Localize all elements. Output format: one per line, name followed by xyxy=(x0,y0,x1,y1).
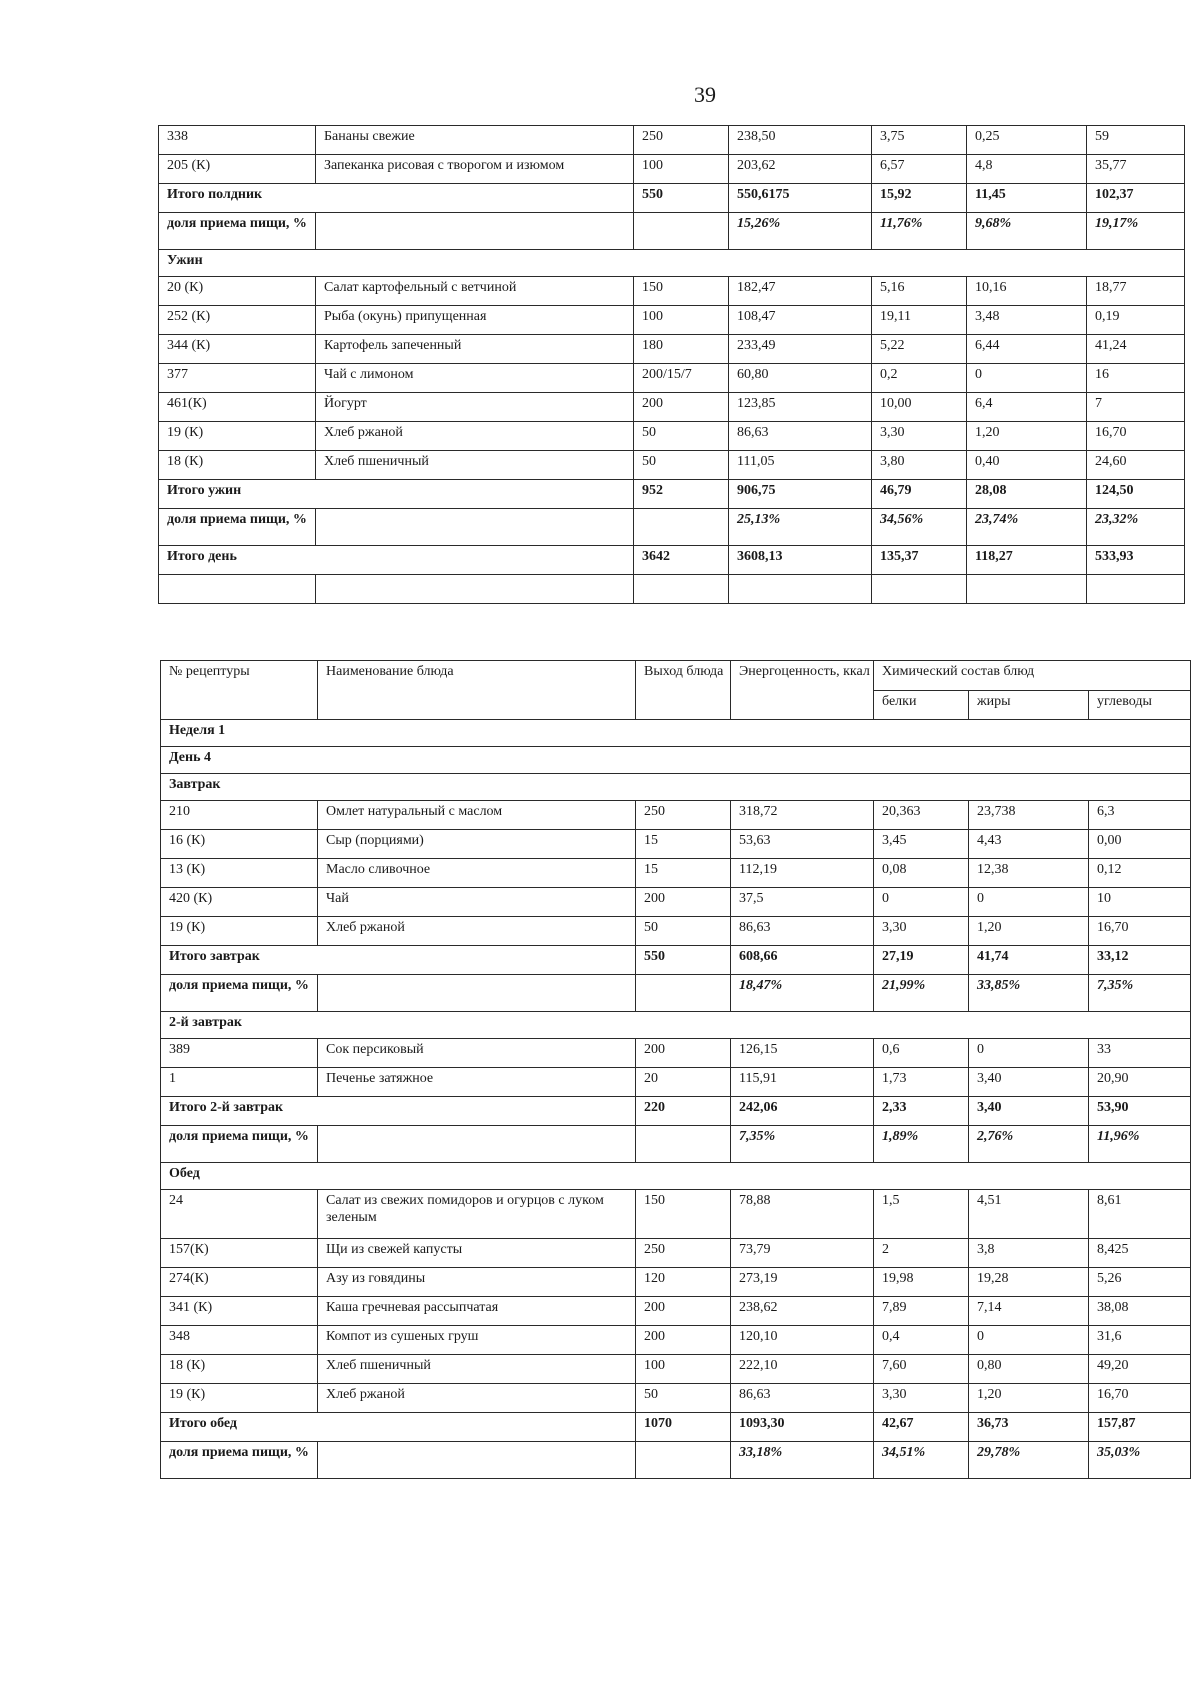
dish-carbs: 0,19 xyxy=(1087,306,1185,335)
dish-name: Сок персиковый xyxy=(318,1039,636,1068)
dish-fat: 3,8 xyxy=(969,1239,1089,1268)
dish-carbs: 16,70 xyxy=(1089,917,1191,946)
dish-name: Компот из сушеных груш xyxy=(318,1326,636,1355)
share-empty xyxy=(318,975,636,1012)
dish-carbs: 33 xyxy=(1089,1039,1191,1068)
share-protein: 21,99% xyxy=(874,975,969,1012)
recipe-code: 389 xyxy=(161,1039,318,1068)
dish-fat: 0,40 xyxy=(967,451,1087,480)
total-carbs: 157,87 xyxy=(1089,1413,1191,1442)
dish-yield: 200/15/7 xyxy=(634,364,729,393)
dish-energy: 112,19 xyxy=(731,859,874,888)
dish-name: Хлеб пшеничный xyxy=(316,451,634,480)
share-carbs: 7,35% xyxy=(1089,975,1191,1012)
dish-yield: 250 xyxy=(636,801,731,830)
section-row xyxy=(161,720,1191,747)
dish-yield: 100 xyxy=(634,155,729,184)
recipe-code: 20 (К) xyxy=(159,277,316,306)
dish-yield: 200 xyxy=(636,1297,731,1326)
total-energy: 1093,30 xyxy=(731,1413,874,1442)
table-row xyxy=(161,859,1191,888)
dish-carbs: 5,26 xyxy=(1089,1268,1191,1297)
total-energy: 3608,13 xyxy=(729,546,872,575)
header-carbs: углеводы xyxy=(1089,690,1191,720)
total-protein: 27,19 xyxy=(874,946,969,975)
share-carbs: 35,03% xyxy=(1089,1442,1191,1479)
share-row xyxy=(159,213,1185,250)
dish-energy: 86,63 xyxy=(731,917,874,946)
blank-cell xyxy=(872,575,967,604)
total-label: Итого обед xyxy=(161,1413,636,1442)
recipe-code: 16 (К) xyxy=(161,830,318,859)
dish-protein: 6,57 xyxy=(872,155,967,184)
dish-name: Йогурт xyxy=(316,393,634,422)
total-yield: 550 xyxy=(634,184,729,213)
total-yield: 550 xyxy=(636,946,731,975)
total-fat: 3,40 xyxy=(969,1097,1089,1126)
total-yield: 1070 xyxy=(636,1413,731,1442)
total-fat: 36,73 xyxy=(969,1413,1089,1442)
total-fat: 28,08 xyxy=(967,480,1087,509)
share-row xyxy=(159,509,1185,546)
dish-name: Щи из свежей капусты xyxy=(318,1239,636,1268)
total-energy: 906,75 xyxy=(729,480,872,509)
blank-cell xyxy=(1087,575,1185,604)
recipe-code: 274(К) xyxy=(161,1268,318,1297)
share-energy: 15,26% xyxy=(729,213,872,250)
dish-carbs: 10 xyxy=(1089,888,1191,917)
dish-energy: 78,88 xyxy=(731,1190,874,1239)
dish-fat: 12,38 xyxy=(969,859,1089,888)
total-label: Итого ужин xyxy=(159,480,634,509)
recipe-code: 377 xyxy=(159,364,316,393)
share-empty xyxy=(318,1126,636,1163)
share-protein: 1,89% xyxy=(874,1126,969,1163)
table-row xyxy=(161,1297,1191,1326)
dish-energy: 238,62 xyxy=(731,1297,874,1326)
dish-protein: 0 xyxy=(874,888,969,917)
dish-energy: 115,91 xyxy=(731,1068,874,1097)
total-fat: 118,27 xyxy=(967,546,1087,575)
total-protein: 46,79 xyxy=(872,480,967,509)
share-fat: 33,85% xyxy=(969,975,1089,1012)
recipe-code: 461(К) xyxy=(159,393,316,422)
dish-carbs: 8,61 xyxy=(1089,1190,1191,1239)
dish-protein: 0,2 xyxy=(872,364,967,393)
dish-protein: 7,89 xyxy=(874,1297,969,1326)
dish-energy: 53,63 xyxy=(731,830,874,859)
recipe-code: 420 (К) xyxy=(161,888,318,917)
dish-fat: 3,40 xyxy=(969,1068,1089,1097)
table-row xyxy=(161,1268,1191,1297)
share-empty xyxy=(318,1442,636,1479)
dish-fat: 0,25 xyxy=(967,126,1087,155)
dish-carbs: 16,70 xyxy=(1087,422,1185,451)
share-fat: 23,74% xyxy=(967,509,1087,546)
dish-energy: 126,15 xyxy=(731,1039,874,1068)
share-label: доля приема пищи, % xyxy=(161,1126,318,1163)
section-label: Ужин xyxy=(159,250,1185,277)
dish-carbs: 20,90 xyxy=(1089,1068,1191,1097)
table-row xyxy=(161,888,1191,917)
dish-carbs: 16,70 xyxy=(1089,1384,1191,1413)
dish-fat: 1,20 xyxy=(967,422,1087,451)
dish-protein: 10,00 xyxy=(872,393,967,422)
dish-energy: 233,49 xyxy=(729,335,872,364)
dish-fat: 1,20 xyxy=(969,917,1089,946)
recipe-code: 19 (К) xyxy=(159,422,316,451)
dish-name: Салат из свежих помидоров и огурцов с луком зеленым xyxy=(318,1190,636,1239)
total-label: Итого полдник xyxy=(159,184,634,213)
recipe-code: 338 xyxy=(159,126,316,155)
share-energy: 7,35% xyxy=(731,1126,874,1163)
recipe-code: 252 (К) xyxy=(159,306,316,335)
table-row xyxy=(159,364,1185,393)
header-energy: Энергоценность, ккал xyxy=(731,661,874,720)
share-carbs: 23,32% xyxy=(1087,509,1185,546)
share-fat: 9,68% xyxy=(967,213,1087,250)
dish-fat: 6,4 xyxy=(967,393,1087,422)
dish-name: Чай с лимоном xyxy=(316,364,634,393)
dish-name: Хлеб ржаной xyxy=(318,1384,636,1413)
share-row xyxy=(161,1442,1191,1479)
table-row xyxy=(161,1355,1191,1384)
table-row xyxy=(161,917,1191,946)
dish-energy: 273,19 xyxy=(731,1268,874,1297)
total-row xyxy=(159,480,1185,509)
dish-fat: 0 xyxy=(969,1326,1089,1355)
table-row xyxy=(161,1384,1191,1413)
dish-name: Хлеб пшеничный xyxy=(318,1355,636,1384)
dish-yield: 50 xyxy=(634,422,729,451)
section-label: Обед xyxy=(161,1163,1191,1190)
share-label: доля приема пищи, % xyxy=(159,509,316,546)
header-protein: белки xyxy=(874,690,969,720)
blank-cell xyxy=(159,575,316,604)
table-row xyxy=(161,830,1191,859)
total-row xyxy=(159,546,1185,575)
dish-fat: 4,51 xyxy=(969,1190,1089,1239)
total-energy: 550,6175 xyxy=(729,184,872,213)
dish-carbs: 7 xyxy=(1087,393,1185,422)
dish-fat: 0 xyxy=(969,888,1089,917)
dish-yield: 100 xyxy=(636,1355,731,1384)
dish-fat: 19,28 xyxy=(969,1268,1089,1297)
dish-fat: 6,44 xyxy=(967,335,1087,364)
share-energy: 33,18% xyxy=(731,1442,874,1479)
dish-yield: 15 xyxy=(636,859,731,888)
dish-protein: 20,363 xyxy=(874,801,969,830)
dish-fat: 0 xyxy=(967,364,1087,393)
dish-carbs: 18,77 xyxy=(1087,277,1185,306)
share-empty xyxy=(316,213,634,250)
total-label: Итого день xyxy=(159,546,634,575)
dish-fat: 4,43 xyxy=(969,830,1089,859)
dish-carbs: 8,425 xyxy=(1089,1239,1191,1268)
dish-name: Картофель запеченный xyxy=(316,335,634,364)
dish-energy: 222,10 xyxy=(731,1355,874,1384)
dish-yield: 20 xyxy=(636,1068,731,1097)
dish-fat: 23,738 xyxy=(969,801,1089,830)
total-row xyxy=(159,184,1185,213)
table-row xyxy=(159,306,1185,335)
dish-carbs: 24,60 xyxy=(1087,451,1185,480)
share-empty xyxy=(634,509,729,546)
share-label: доля приема пищи, % xyxy=(159,213,316,250)
recipe-code: 19 (К) xyxy=(161,917,318,946)
table-row xyxy=(159,335,1185,364)
dish-fat: 3,48 xyxy=(967,306,1087,335)
dish-name: Рыба (окунь) припущенная xyxy=(316,306,634,335)
dish-protein: 5,22 xyxy=(872,335,967,364)
section-row xyxy=(161,1012,1191,1039)
total-protein: 135,37 xyxy=(872,546,967,575)
total-carbs: 124,50 xyxy=(1087,480,1185,509)
total-carbs: 533,93 xyxy=(1087,546,1185,575)
dish-name: Хлеб ржаной xyxy=(318,917,636,946)
dish-protein: 3,80 xyxy=(872,451,967,480)
table-row xyxy=(161,1039,1191,1068)
dish-protein: 3,30 xyxy=(874,917,969,946)
dish-name: Каша гречневая рассыпчатая xyxy=(318,1297,636,1326)
table-row xyxy=(159,393,1185,422)
recipe-code: 344 (К) xyxy=(159,335,316,364)
recipe-code: 19 (К) xyxy=(161,1384,318,1413)
total-yield: 220 xyxy=(636,1097,731,1126)
dish-protein: 19,11 xyxy=(872,306,967,335)
dish-yield: 150 xyxy=(634,277,729,306)
section-label: День 4 xyxy=(161,747,1191,774)
dish-protein: 1,73 xyxy=(874,1068,969,1097)
recipe-code: 18 (К) xyxy=(159,451,316,480)
blank-cell xyxy=(316,575,634,604)
dish-name: Азу из говядины xyxy=(318,1268,636,1297)
dish-name: Хлеб ржаной xyxy=(316,422,634,451)
blank-cell xyxy=(729,575,872,604)
dish-carbs: 0,00 xyxy=(1089,830,1191,859)
dish-energy: 120,10 xyxy=(731,1326,874,1355)
share-row xyxy=(161,975,1191,1012)
dish-yield: 200 xyxy=(634,393,729,422)
share-carbs: 11,96% xyxy=(1089,1126,1191,1163)
share-energy: 25,13% xyxy=(729,509,872,546)
dish-carbs: 16 xyxy=(1087,364,1185,393)
dish-energy: 182,47 xyxy=(729,277,872,306)
dish-yield: 250 xyxy=(634,126,729,155)
dish-fat: 10,16 xyxy=(967,277,1087,306)
share-energy: 18,47% xyxy=(731,975,874,1012)
dish-carbs: 0,12 xyxy=(1089,859,1191,888)
blank-cell xyxy=(967,575,1087,604)
total-protein: 15,92 xyxy=(872,184,967,213)
menu-table-top xyxy=(158,125,1185,604)
total-yield: 3642 xyxy=(634,546,729,575)
table-row xyxy=(159,126,1185,155)
section-row xyxy=(161,1163,1191,1190)
dish-name: Запеканка рисовая с творогом и изюмом xyxy=(316,155,634,184)
dish-energy: 318,72 xyxy=(731,801,874,830)
section-label: Неделя 1 xyxy=(161,720,1191,747)
dish-energy: 37,5 xyxy=(731,888,874,917)
total-label: Итого завтрак xyxy=(161,946,636,975)
dish-carbs: 35,77 xyxy=(1087,155,1185,184)
share-empty xyxy=(634,213,729,250)
dish-yield: 15 xyxy=(636,830,731,859)
dish-name: Бананы свежие xyxy=(316,126,634,155)
dish-protein: 0,08 xyxy=(874,859,969,888)
dish-carbs: 6,3 xyxy=(1089,801,1191,830)
total-carbs: 53,90 xyxy=(1089,1097,1191,1126)
dish-yield: 50 xyxy=(636,1384,731,1413)
dish-yield: 200 xyxy=(636,1039,731,1068)
dish-energy: 86,63 xyxy=(729,422,872,451)
dish-energy: 73,79 xyxy=(731,1239,874,1268)
dish-fat: 7,14 xyxy=(969,1297,1089,1326)
total-carbs: 102,37 xyxy=(1087,184,1185,213)
dish-yield: 180 xyxy=(634,335,729,364)
dish-yield: 50 xyxy=(634,451,729,480)
dish-carbs: 31,6 xyxy=(1089,1326,1191,1355)
blank-cell xyxy=(634,575,729,604)
dish-fat: 4,8 xyxy=(967,155,1087,184)
dish-carbs: 38,08 xyxy=(1089,1297,1191,1326)
header-yield: Выход блюда xyxy=(636,661,731,720)
recipe-code: 157(К) xyxy=(161,1239,318,1268)
share-protein: 34,56% xyxy=(872,509,967,546)
dish-protein: 1,5 xyxy=(874,1190,969,1239)
dish-energy: 238,50 xyxy=(729,126,872,155)
table-row xyxy=(161,1326,1191,1355)
header-code: № рецептуры xyxy=(161,661,318,720)
header-row-1 xyxy=(161,661,1191,691)
share-carbs: 19,17% xyxy=(1087,213,1185,250)
recipe-code: 18 (К) xyxy=(161,1355,318,1384)
dish-carbs: 49,20 xyxy=(1089,1355,1191,1384)
dish-name: Печенье затяжное xyxy=(318,1068,636,1097)
recipe-code: 24 xyxy=(161,1190,318,1239)
dish-energy: 111,05 xyxy=(729,451,872,480)
share-row xyxy=(161,1126,1191,1163)
share-empty xyxy=(636,975,731,1012)
share-label: доля приема пищи, % xyxy=(161,975,318,1012)
share-empty xyxy=(636,1126,731,1163)
dish-energy: 203,62 xyxy=(729,155,872,184)
total-label: Итого 2-й завтрак xyxy=(161,1097,636,1126)
total-row xyxy=(161,1413,1191,1442)
recipe-code: 341 (К) xyxy=(161,1297,318,1326)
dish-name: Масло сливочное xyxy=(318,859,636,888)
dish-yield: 200 xyxy=(636,888,731,917)
dish-energy: 108,47 xyxy=(729,306,872,335)
section-row xyxy=(159,250,1185,277)
header-fat: жиры xyxy=(969,690,1089,720)
table-row xyxy=(161,1239,1191,1268)
table-row xyxy=(161,801,1191,830)
dish-yield: 120 xyxy=(636,1268,731,1297)
dish-yield: 50 xyxy=(636,917,731,946)
dish-protein: 3,30 xyxy=(872,422,967,451)
dish-fat: 0 xyxy=(969,1039,1089,1068)
dish-fat: 0,80 xyxy=(969,1355,1089,1384)
dish-name: Чай xyxy=(318,888,636,917)
header-chem: Химический состав блюд xyxy=(874,661,1191,691)
dish-energy: 60,80 xyxy=(729,364,872,393)
header-name: Наименование блюда xyxy=(318,661,636,720)
dish-carbs: 41,24 xyxy=(1087,335,1185,364)
dish-protein: 3,30 xyxy=(874,1384,969,1413)
dish-protein: 19,98 xyxy=(874,1268,969,1297)
dish-name: Сыр (порциями) xyxy=(318,830,636,859)
dish-protein: 7,60 xyxy=(874,1355,969,1384)
total-yield: 952 xyxy=(634,480,729,509)
dish-protein: 3,45 xyxy=(874,830,969,859)
dish-yield: 250 xyxy=(636,1239,731,1268)
table-row xyxy=(161,1190,1191,1239)
table-row xyxy=(159,451,1185,480)
total-row xyxy=(161,946,1191,975)
share-empty xyxy=(636,1442,731,1479)
total-fat: 41,74 xyxy=(969,946,1089,975)
total-fat: 11,45 xyxy=(967,184,1087,213)
table-row xyxy=(159,422,1185,451)
section-row xyxy=(161,774,1191,801)
section-label: Завтрак xyxy=(161,774,1191,801)
dish-energy: 123,85 xyxy=(729,393,872,422)
menu-table-day4 xyxy=(160,660,1191,1479)
blank-row xyxy=(159,575,1185,604)
total-carbs: 33,12 xyxy=(1089,946,1191,975)
recipe-code: 1 xyxy=(161,1068,318,1097)
total-energy: 242,06 xyxy=(731,1097,874,1126)
share-protein: 34,51% xyxy=(874,1442,969,1479)
recipe-code: 210 xyxy=(161,801,318,830)
total-protein: 42,67 xyxy=(874,1413,969,1442)
share-label: доля приема пищи, % xyxy=(161,1442,318,1479)
share-empty xyxy=(316,509,634,546)
share-protein: 11,76% xyxy=(872,213,967,250)
dish-carbs: 59 xyxy=(1087,126,1185,155)
dish-yield: 150 xyxy=(636,1190,731,1239)
section-row xyxy=(161,747,1191,774)
table-row xyxy=(159,277,1185,306)
total-energy: 608,66 xyxy=(731,946,874,975)
table-row xyxy=(159,155,1185,184)
recipe-code: 13 (К) xyxy=(161,859,318,888)
dish-protein: 5,16 xyxy=(872,277,967,306)
total-row xyxy=(161,1097,1191,1126)
total-protein: 2,33 xyxy=(874,1097,969,1126)
dish-name: Омлет натуральный с маслом xyxy=(318,801,636,830)
dish-fat: 1,20 xyxy=(969,1384,1089,1413)
dish-yield: 200 xyxy=(636,1326,731,1355)
share-fat: 2,76% xyxy=(969,1126,1089,1163)
dish-energy: 86,63 xyxy=(731,1384,874,1413)
share-fat: 29,78% xyxy=(969,1442,1089,1479)
recipe-code: 348 xyxy=(161,1326,318,1355)
table-row xyxy=(161,1068,1191,1097)
dish-protein: 2 xyxy=(874,1239,969,1268)
recipe-code: 205 (К) xyxy=(159,155,316,184)
dish-protein: 3,75 xyxy=(872,126,967,155)
dish-protein: 0,6 xyxy=(874,1039,969,1068)
dish-protein: 0,4 xyxy=(874,1326,969,1355)
page-number: 39 xyxy=(694,82,716,107)
dish-name: Салат картофельный с ветчиной xyxy=(316,277,634,306)
section-label: 2-й завтрак xyxy=(161,1012,1191,1039)
dish-yield: 100 xyxy=(634,306,729,335)
